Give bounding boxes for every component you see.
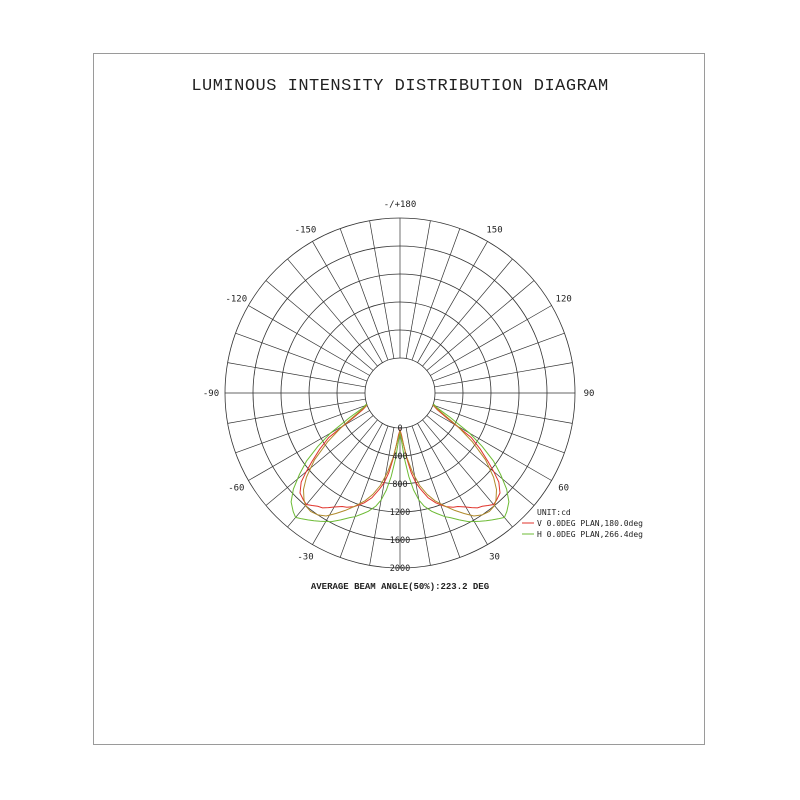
angular-gridline: [422, 420, 512, 527]
angle-label: -/+180: [383, 200, 417, 210]
chart-title: LUMINOUS INTENSITY DISTRIBUTION DIAGRAM: [191, 77, 609, 96]
legend-entry: V 0.0DEG PLAN,180.0deg: [537, 519, 643, 528]
angular-gridline: [412, 229, 460, 361]
angular-gridline: [288, 259, 378, 366]
angle-label: 120: [555, 294, 572, 305]
angular-gridline: [370, 221, 394, 359]
angle-label: 150: [486, 225, 503, 236]
angle-label: -90: [202, 389, 220, 399]
angle-label: 30: [489, 552, 500, 563]
axis-labels: [203, 200, 595, 574]
angular-gridline: [288, 420, 378, 527]
angular-gridline: [433, 405, 565, 453]
radial-tick-label: 2000: [389, 564, 411, 574]
angular-gridline: [266, 281, 373, 371]
radial-tick-label: 1600: [389, 536, 411, 546]
angular-gridline: [228, 363, 366, 387]
angle-label: 60: [558, 483, 570, 494]
angular-gridline: [427, 281, 534, 371]
unit-label: UNIT:cd: [537, 508, 571, 517]
radial-tick-label: 1200: [389, 508, 411, 518]
angular-gridline: [340, 229, 388, 361]
angular-gridline: [340, 426, 388, 558]
angular-gridline: [406, 221, 430, 359]
angular-gridline: [236, 405, 368, 453]
radial-tick-label: 800: [392, 480, 408, 490]
radial-gridline: [365, 358, 435, 428]
angular-gridline: [266, 415, 373, 505]
angular-gridline: [422, 259, 512, 366]
angular-gridline: [427, 415, 534, 505]
beam-angle-annotation: AVERAGE BEAM ANGLE(50%):223.2 DEG: [310, 582, 490, 592]
angle-label: -60: [228, 483, 245, 494]
radial-tick-label: 0: [397, 424, 403, 434]
angular-gridline: [434, 363, 572, 387]
legend: [522, 508, 643, 539]
angular-gridline: [236, 333, 368, 381]
angle-label: -30: [297, 552, 314, 563]
radial-tick-label: 400: [392, 452, 408, 462]
angular-gridline: [228, 399, 366, 423]
angular-gridline: [434, 399, 572, 423]
angle-label: -120: [225, 294, 248, 305]
legend-entry: H 0.0DEG PLAN,266.4deg: [537, 530, 643, 539]
angle-label: 90: [583, 389, 595, 399]
angular-gridline: [433, 333, 565, 381]
angular-gridline: [412, 426, 460, 558]
angle-label: -150: [294, 225, 317, 236]
